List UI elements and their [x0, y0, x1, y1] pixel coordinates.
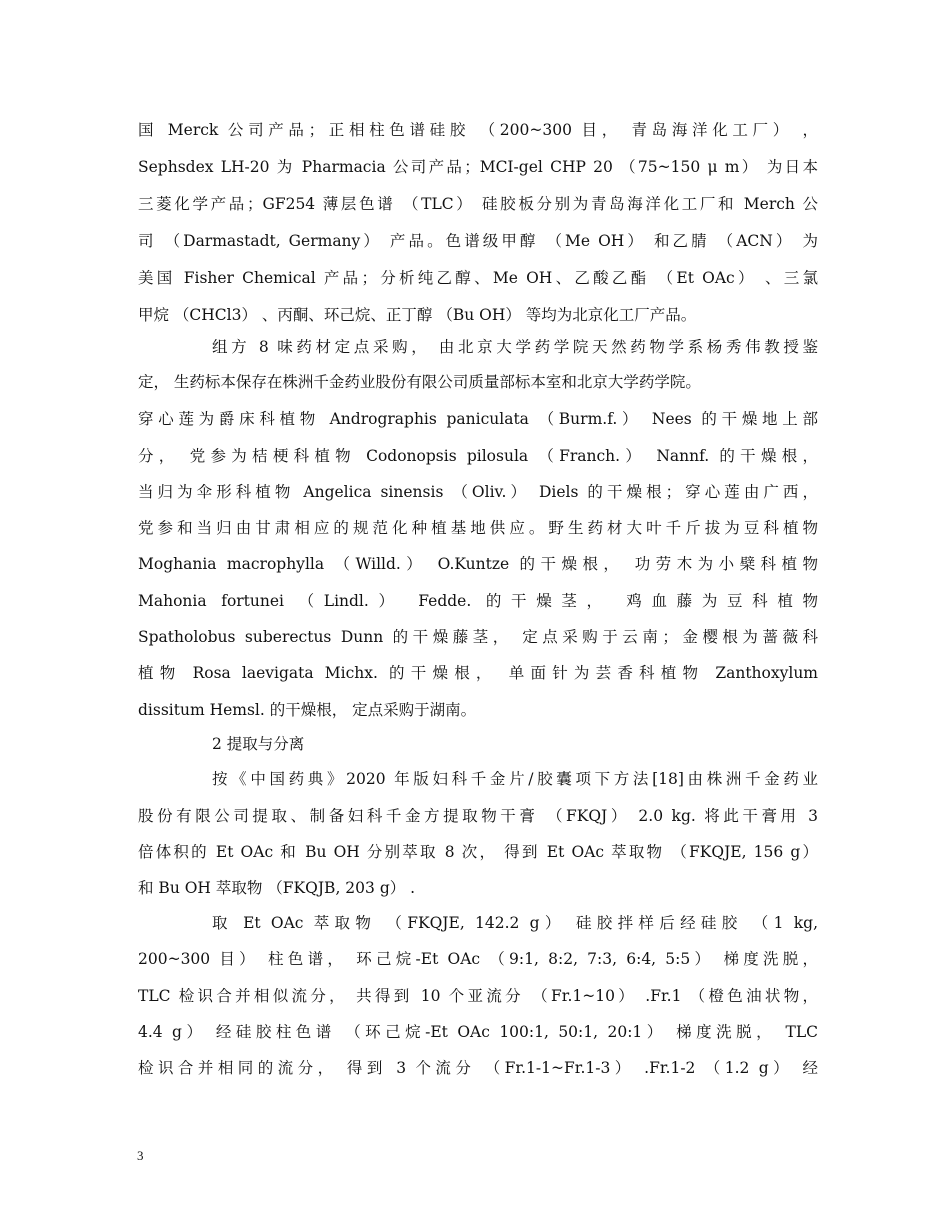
section-heading: 2 提取与分离 — [212, 735, 305, 753]
text-line: Mahonia fortunei （Lindl.） Fedde. 的干燥茎， 鸡血藤为豆科植物 — [138, 592, 818, 610]
text-line: 4.4 g） 经硅胶柱色谱 （环己烷-Et OAc 100:1, 50:1, 20:1） 梯度洗脱， TLC — [138, 1023, 818, 1041]
text-line: 200~300 目） 柱色谱， 环己烷-Et OAc （9:1, 8:2, 7:3, 6:4, 5:5） 梯度洗脱， — [138, 950, 818, 968]
text-line: 司 （Darmastadt, Germany） 产品。色谱级甲醇 （Me OH） 和乙腈 （ACN） 为 — [138, 232, 818, 250]
text-line: 按《中国药典》2020 年版妇科千金片/胶囊项下方法[18]由株洲千金药业 — [212, 770, 818, 788]
page-number: 3 — [137, 1148, 144, 1163]
text-line: 三菱化学产品；GF254 薄层色谱 （TLC） 硅胶板分别为青岛海洋化工厂和 Merch 公 — [138, 195, 818, 213]
text-line: 定， 生药标本保存在株洲千金药业股份有限公司质量部标本室和北京大学药学院。 — [138, 373, 701, 391]
text-line: 党参和当归由甘肃相应的规范化种植基地供应。野生药材大叶千斤拔为豆科植物 — [138, 519, 818, 537]
text-line: 股份有限公司提取、制备妇科千金方提取物干膏 （FKQJ） 2.0 kg. 将此干膏用 3 — [138, 807, 818, 825]
text-line: 倍体积的 Et OAc 和 Bu OH 分别萃取 8 次， 得到 Et OAc 萃取物 （FKQJE, 156 g） — [138, 843, 818, 861]
text-line: 穿心莲为爵床科植物 Andrographis paniculata （Burm.f.） Nees 的干燥地上部 — [138, 410, 818, 428]
text-line: 分， 党参为桔梗科植物 Codonopsis pilosula （Franch.） Nannf. 的干燥根， — [138, 447, 818, 465]
text-line: 检识合并相同的流分， 得到 3 个流分 （Fr.1-1~Fr.1-3） .Fr.1-2 （1.2 g） 经 — [138, 1059, 818, 1077]
text-line: TLC 检识合并相似流分， 共得到 10 个亚流分 （Fr.1~10） .Fr.1 （橙色油状物， — [138, 987, 818, 1005]
text-line: 植物 Rosa laevigata Michx. 的干燥根， 单面针为芸香科植物 Zanthoxylum — [138, 664, 818, 682]
text-line: Spatholobus suberectus Dunn 的干燥藤茎， 定点采购于云南；金樱根为蔷薇科 — [138, 628, 818, 646]
text-line: 取 Et OAc 萃取物 （FKQJE, 142.2 g） 硅胶拌样后经硅胶 （1 kg, — [212, 914, 818, 932]
text-line: 和 Bu OH 萃取物 （FKQJB, 203 g） . — [138, 879, 416, 897]
text-line: 当归为伞形科植物 Angelica sinensis （Oliv.） Diels 的干燥根；穿心莲由广西， — [138, 483, 818, 501]
text-line: 组方 8 味药材定点采购， 由北京大学药学院天然药物学系杨秀伟教授鉴 — [212, 338, 818, 356]
text-line: dissitum Hemsl. 的干燥根， 定点采购于湖南。 — [138, 701, 477, 719]
text-line: 美国 Fisher Chemical 产品；分析纯乙醇、Me OH、乙酸乙酯 （Et OAc） 、三氯 — [138, 269, 818, 287]
text-line: Sephsdex LH-20 为 Pharmacia 公司产品；MCI-gel CHP 20 （75~150 μ m） 为日本 — [138, 158, 818, 176]
text-line: Moghania macrophylla （Willd.） O.Kuntze 的干燥根， 功劳木为小檗科植物 — [138, 555, 818, 573]
text-line: 甲烷 （CHCl3） 、丙酮、环己烷、正丁醇 （Bu OH） 等均为北京化工厂产品。 — [138, 306, 697, 324]
text-line: 国 Merck 公司产品；正相柱色谱硅胶 （200~300 目， 青岛海洋化工厂） ， — [138, 121, 818, 139]
